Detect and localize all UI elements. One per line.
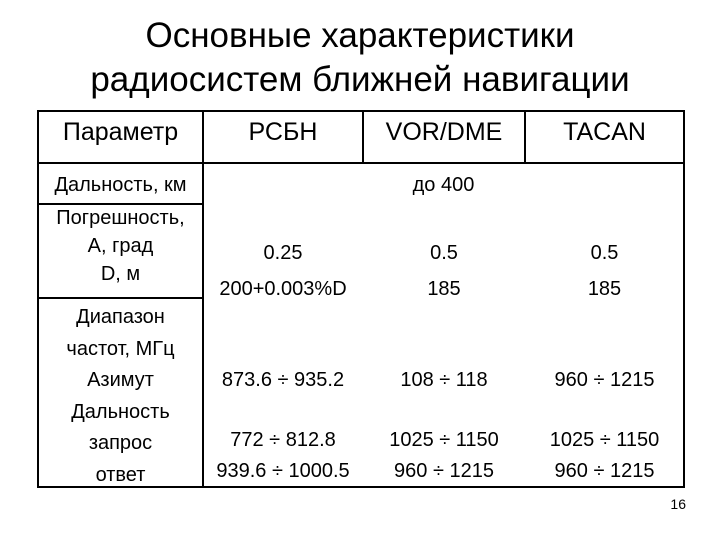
freq-rsbn-reply: 939.6 ÷ 1000.5 [216,460,350,482]
page-number: 16 [670,496,686,512]
error-label [39,204,202,288]
freq-vordme-request: 1025 ÷ 1150 [389,429,499,451]
error-tacan [526,235,683,307]
freq-vordme-reply: 960 ÷ 1215 [394,460,494,482]
header-parameter: Параметр [62,118,179,146]
freq-label-request: запрос [88,432,153,454]
error-tacan-azimuth: 0.5 [590,242,619,264]
freq-vordme-azimuth: 108 ÷ 118 [400,369,488,391]
header-tacan: TACAN [563,118,646,146]
freq-label-azimuth: Азимут [87,369,154,391]
error-vordme-azimuth: 0.5 [430,242,458,264]
error-label-line-1: Погрешность, [56,207,185,229]
freq-tacan-request: 1025 ÷ 1150 [549,429,660,451]
freq-rsbn-distance [204,425,362,487]
error-tacan-distance: 185 [587,278,622,300]
error-label-line-2: А, град [87,235,154,257]
slide-title [0,14,720,102]
header-bottom-rule [39,162,683,164]
characteristics-table [37,110,685,488]
param-row-rule-2 [39,297,202,299]
header-vordme: VOR/DME [385,118,503,146]
title-line-2: радиосистем ближней навигации [90,60,630,99]
freq-rsbn-request: 772 ÷ 812.8 [230,429,336,451]
title-line-1: Основные характеристики [145,16,575,55]
range-value: до 400 [412,174,475,196]
error-label-line-3: D, м [100,263,141,285]
freq-label-distance: Дальность [71,400,170,423]
freq-label-reply: ответ [95,463,146,486]
freq-tacan-distance [526,425,683,487]
freq-label-line-1: Диапазон [76,306,165,328]
error-rsbn-distance: 200+0.003%D [219,278,347,300]
error-rsbn [204,235,362,307]
range-label: Дальность, км [54,174,187,196]
error-vordme-distance: 185 [427,278,461,300]
freq-tacan-reply: 960 ÷ 1215 [554,460,655,482]
error-rsbn-azimuth: 0.25 [263,242,303,264]
freq-label-line-2: частот, МГц [66,337,175,360]
freq-vordme-distance [364,425,524,487]
freq-tacan-azimuth: 960 ÷ 1215 [554,369,655,391]
freq-label [39,302,202,491]
error-vordme [364,235,524,307]
header-rsbn: РСБН [248,118,318,146]
freq-rsbn-azimuth: 873.6 ÷ 935.2 [221,369,345,391]
